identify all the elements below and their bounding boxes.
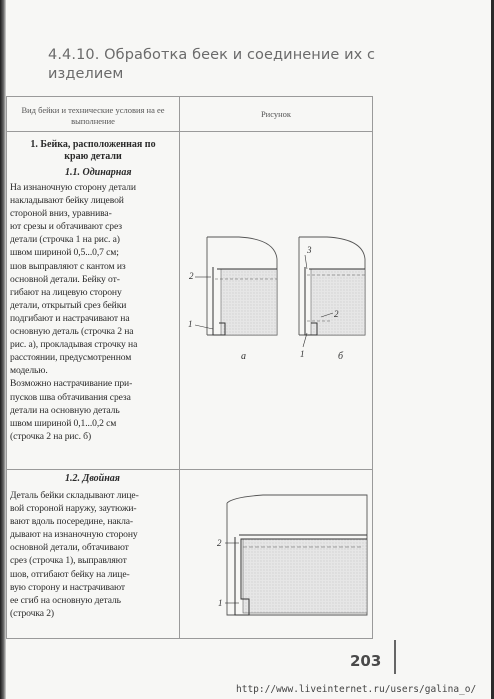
table-header-divider	[7, 131, 372, 132]
table-column-divider	[179, 97, 180, 638]
figure-variant-b	[299, 237, 365, 362]
figure-single-binding	[181, 217, 371, 377]
section-title: 4.4.10. Обработка беек и соединение их с изделием	[48, 47, 376, 82]
technique-table	[6, 96, 373, 639]
header-right: Рисунок	[260, 109, 292, 119]
fig1-label-b: б	[338, 351, 344, 362]
table-row-divider	[7, 469, 372, 470]
fig1-mark-b-2: 2	[334, 309, 339, 319]
sub2-text: Деталь бейки складывают лице- вой стороной наружу, заутюжи- вают вдоль посередине, накла- дывают на изнаночную сторону основной детали, обтачивают срез (строчка 1), выправляют шов, отгибают бейку на лице- вую сторону и настрачивают ее сгиб на основную деталь (строчка 2)	[10, 490, 139, 619]
sub2-title: 1.2. Двойная	[65, 473, 120, 484]
section1-title: 1. Бейка, расположенная по краю детали	[30, 139, 156, 162]
page-number: 203	[350, 652, 382, 670]
sub1-text: На изнаночную сторону детали накладывают бейку лицевой стороной вниз, уравнива- ют срезы и обтачивают срез детали (строчка 1 на рис. а) швом шириной 0,5...0,7 см; шов выправляют с кантом из основной детали. Бейку от- гибают на лицевую сторону детали, открытый срез бейки подгибают и настрачивают на основную деталь (строчка 2 на рис. а), прокладывая строчку на расстоянии, предусмотренном моделью. Возможно настрачивание при- пусков шва обтачивания среза детали на основную деталь швом шириной 0,1...0,2 см (строчка 2 на рис. б)	[10, 182, 138, 442]
fig2-mark-1: 1	[218, 598, 223, 608]
footer-url: http://www.liveinternet.ru/users/galina_o/	[236, 684, 477, 695]
figure-variant-a	[188, 237, 277, 362]
fig2-mark-2: 2	[217, 538, 222, 548]
page-number-divider	[394, 640, 396, 674]
fig1-mark-a-2: 2	[189, 271, 194, 281]
fig1-mark-a-1: 1	[188, 319, 193, 329]
figure-double-binding	[203, 491, 369, 623]
header-left: Вид бейки и технические условия на ее выполнение	[21, 105, 165, 126]
fig1-label-a: а	[241, 351, 246, 362]
fig1-mark-b-3: 3	[307, 245, 312, 255]
fig1-mark-b-1: 1	[300, 349, 305, 359]
sub1-title: 1.1. Одинарная	[65, 167, 132, 178]
